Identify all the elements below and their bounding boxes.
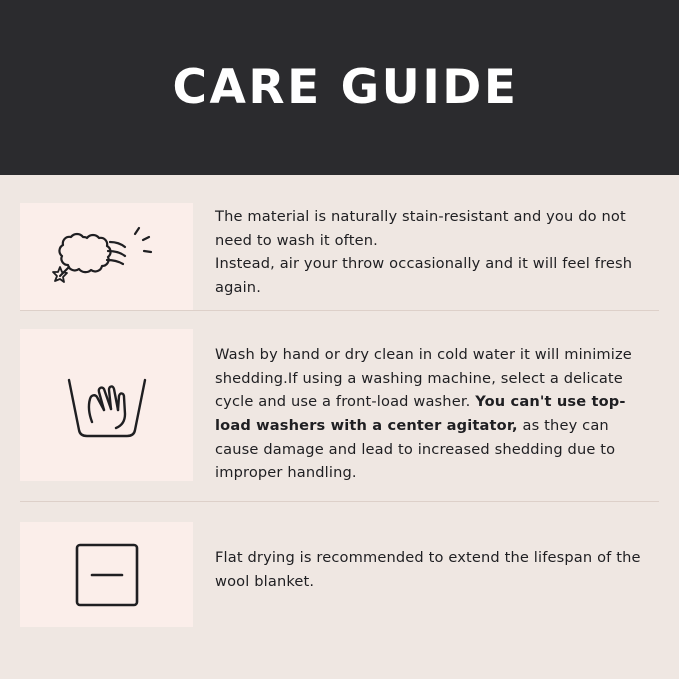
icon-tile-1 [20,203,193,310]
care-item-3 [0,502,679,630]
care-text-2-part-1: Wash by hand or dry clean in cold water it will minimize shedding.If using a washing machine, select a delicate cycle and use a front-load washer. [215,346,632,411]
care-text-1-line-2: Instead, air your throw occasionally and it will feel fresh again. [215,255,633,296]
care-text-2-bold: You can't use top-load washers with a center agitator, [215,393,626,434]
care-text-3-line-1: Flat drying is recommended to extend the lifespan of the wool blanket. [215,549,641,590]
wool-fleece-icon [47,220,167,294]
header-banner [0,0,679,175]
care-text-2 [193,329,659,485]
icon-tile-2 [20,329,193,481]
care-item-2 [0,311,679,501]
care-text-2-paragraph [215,343,649,485]
care-text-3 [193,522,659,593]
icon-tile-3 [20,522,193,627]
care-item-1 [0,175,679,310]
page-title: CARE GUIDE [172,60,519,115]
care-text-1-line-1: The material is naturally stain-resistant and you do not need to wash it often. [215,208,626,249]
care-text-1 [193,203,659,300]
care-instructions-list [0,175,679,679]
hand-wash-icon [59,366,155,444]
flat-dry-icon [72,540,142,610]
care-text-2-part-2: as they can cause damage and lead to increased shedding due to improper handling. [215,416,616,482]
